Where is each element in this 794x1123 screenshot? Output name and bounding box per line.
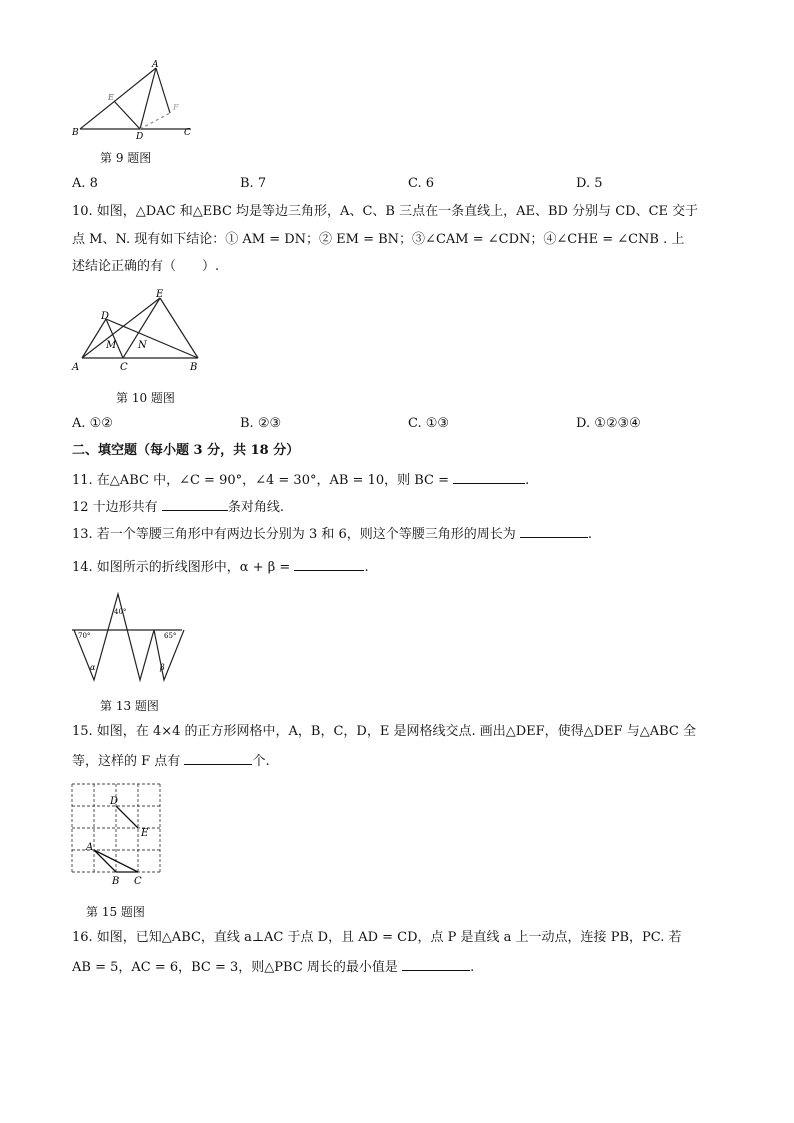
q14-angle-beta: β bbox=[160, 663, 165, 672]
q14-angle-40: 40° bbox=[114, 608, 127, 616]
q16-text-after: . bbox=[470, 960, 475, 975]
q10-figure bbox=[68, 286, 208, 378]
q10-option-d: D. ①②③④ bbox=[576, 416, 641, 431]
q15-text-after: 个. bbox=[252, 754, 270, 769]
q10-point-B: B bbox=[190, 362, 198, 373]
q14-figure bbox=[68, 588, 190, 688]
q9-option-d: D. 5 bbox=[576, 176, 603, 191]
q12-text-after: 条对角线. bbox=[227, 500, 284, 515]
q10-text-line1: 10. 如图，△DAC 和△EBC 均是等边三角形，A、C、B 三点在一条直线上，AE、BD 分别与 CD、CE 交于 bbox=[72, 204, 699, 219]
q9-option-a: A. 8 bbox=[72, 176, 98, 191]
q10-text-line2: 点 M、N. 现有如下结论：① AM = DN；② EM = BN；③∠CAM = ∠CDN；④∠CHE = ∠CNB . 上 bbox=[72, 232, 685, 247]
q13-text-before: 13. 若一个等腰三角形中有两边长分别为 3 和 6，则这个等腰三角形的周长为 bbox=[72, 527, 516, 542]
q9-point-D: D bbox=[136, 132, 144, 140]
q15-text-before: 等，这样的 F 点有 bbox=[72, 754, 181, 769]
q15-point-A: A bbox=[86, 842, 94, 853]
q9-option-b: B. 7 bbox=[240, 176, 267, 191]
q16-answer-blank[interactable] bbox=[402, 958, 470, 971]
q10-option-b: B. ②③ bbox=[240, 416, 282, 431]
q10-option-a: A. ①② bbox=[72, 416, 113, 431]
q10-point-E: E bbox=[156, 289, 164, 300]
q15-point-C: C bbox=[134, 876, 142, 887]
q10-point-C: C bbox=[120, 362, 128, 373]
q15-text-line1: 15. 如图，在 4×4 的正方形网格中，A，B，C，D，E 是网格线交点. 画出△DEF，使得△DEF 与△ABC 全 bbox=[72, 724, 696, 739]
q9-point-C: C bbox=[184, 128, 191, 138]
q14-angle-alpha: α bbox=[90, 663, 96, 672]
q9-point-F: F bbox=[173, 103, 179, 112]
q14-text-before: 14. 如图所示的折线图形中，α + β = bbox=[72, 560, 291, 575]
q16-text-line2 bbox=[72, 958, 474, 976]
q11-answer-blank[interactable] bbox=[453, 471, 525, 484]
q10-point-N: N bbox=[138, 340, 147, 351]
section-heading-fill-in: 二、填空题（每小题 3 分，共 18 分） bbox=[72, 443, 300, 458]
q14-answer-blank[interactable] bbox=[294, 558, 364, 571]
q15-point-D: D bbox=[110, 796, 119, 807]
q15-answer-blank[interactable] bbox=[184, 752, 252, 765]
q13-text-after: . bbox=[587, 527, 593, 542]
q10-caption: 第 10 题图 bbox=[116, 391, 175, 405]
q12-answer-blank[interactable] bbox=[162, 498, 228, 511]
q15-point-E: E bbox=[141, 828, 149, 839]
q10-point-M: M bbox=[106, 340, 117, 351]
q15-point-B: B bbox=[112, 876, 120, 887]
q12-text-before: 12 十边形共有 bbox=[72, 500, 158, 515]
q9-point-B: B bbox=[72, 128, 79, 138]
q10-option-c: C. ①③ bbox=[408, 416, 450, 431]
q14-angle-70: 70° bbox=[78, 632, 91, 640]
q15-caption: 第 15 题图 bbox=[86, 905, 145, 919]
q13-text bbox=[72, 525, 592, 543]
q9-point-E: E bbox=[108, 93, 114, 102]
q12-text bbox=[72, 498, 284, 516]
q14-angle-65: 65° bbox=[164, 632, 177, 640]
q10-point-D: D bbox=[101, 311, 110, 322]
q9-figure bbox=[70, 58, 200, 140]
q11-text bbox=[72, 471, 529, 489]
q9-caption: 第 9 题图 bbox=[100, 151, 152, 165]
q13-answer-blank[interactable] bbox=[520, 525, 588, 538]
q14-text bbox=[72, 558, 369, 576]
q11-text-after: . bbox=[525, 473, 530, 488]
q9-point-A: A bbox=[152, 60, 159, 70]
q14-caption: 第 13 题图 bbox=[100, 699, 159, 713]
q16-text-before: AB = 5，AC = 6，BC = 3，则△PBC 周长的最小值是 bbox=[72, 960, 398, 975]
q9-option-c: C. 6 bbox=[408, 176, 435, 191]
q15-grid-figure bbox=[66, 778, 170, 890]
q11-text-before: 11. 在△ABC 中，∠C = 90°，∠4 = 30°，AB = 10，则 BC = bbox=[72, 473, 450, 488]
q10-point-A: A bbox=[72, 362, 80, 373]
q10-text-line3: 述结论正确的有（ ）. bbox=[72, 259, 220, 274]
q14-text-after: . bbox=[364, 560, 369, 575]
q16-text-line1: 16. 如图，已知△ABC，直线 a⊥AC 于点 D，且 AD = CD，点 P 是直线 a 上一动点，连接 PB，PC. 若 bbox=[72, 930, 682, 945]
q15-text-line2 bbox=[72, 752, 270, 770]
